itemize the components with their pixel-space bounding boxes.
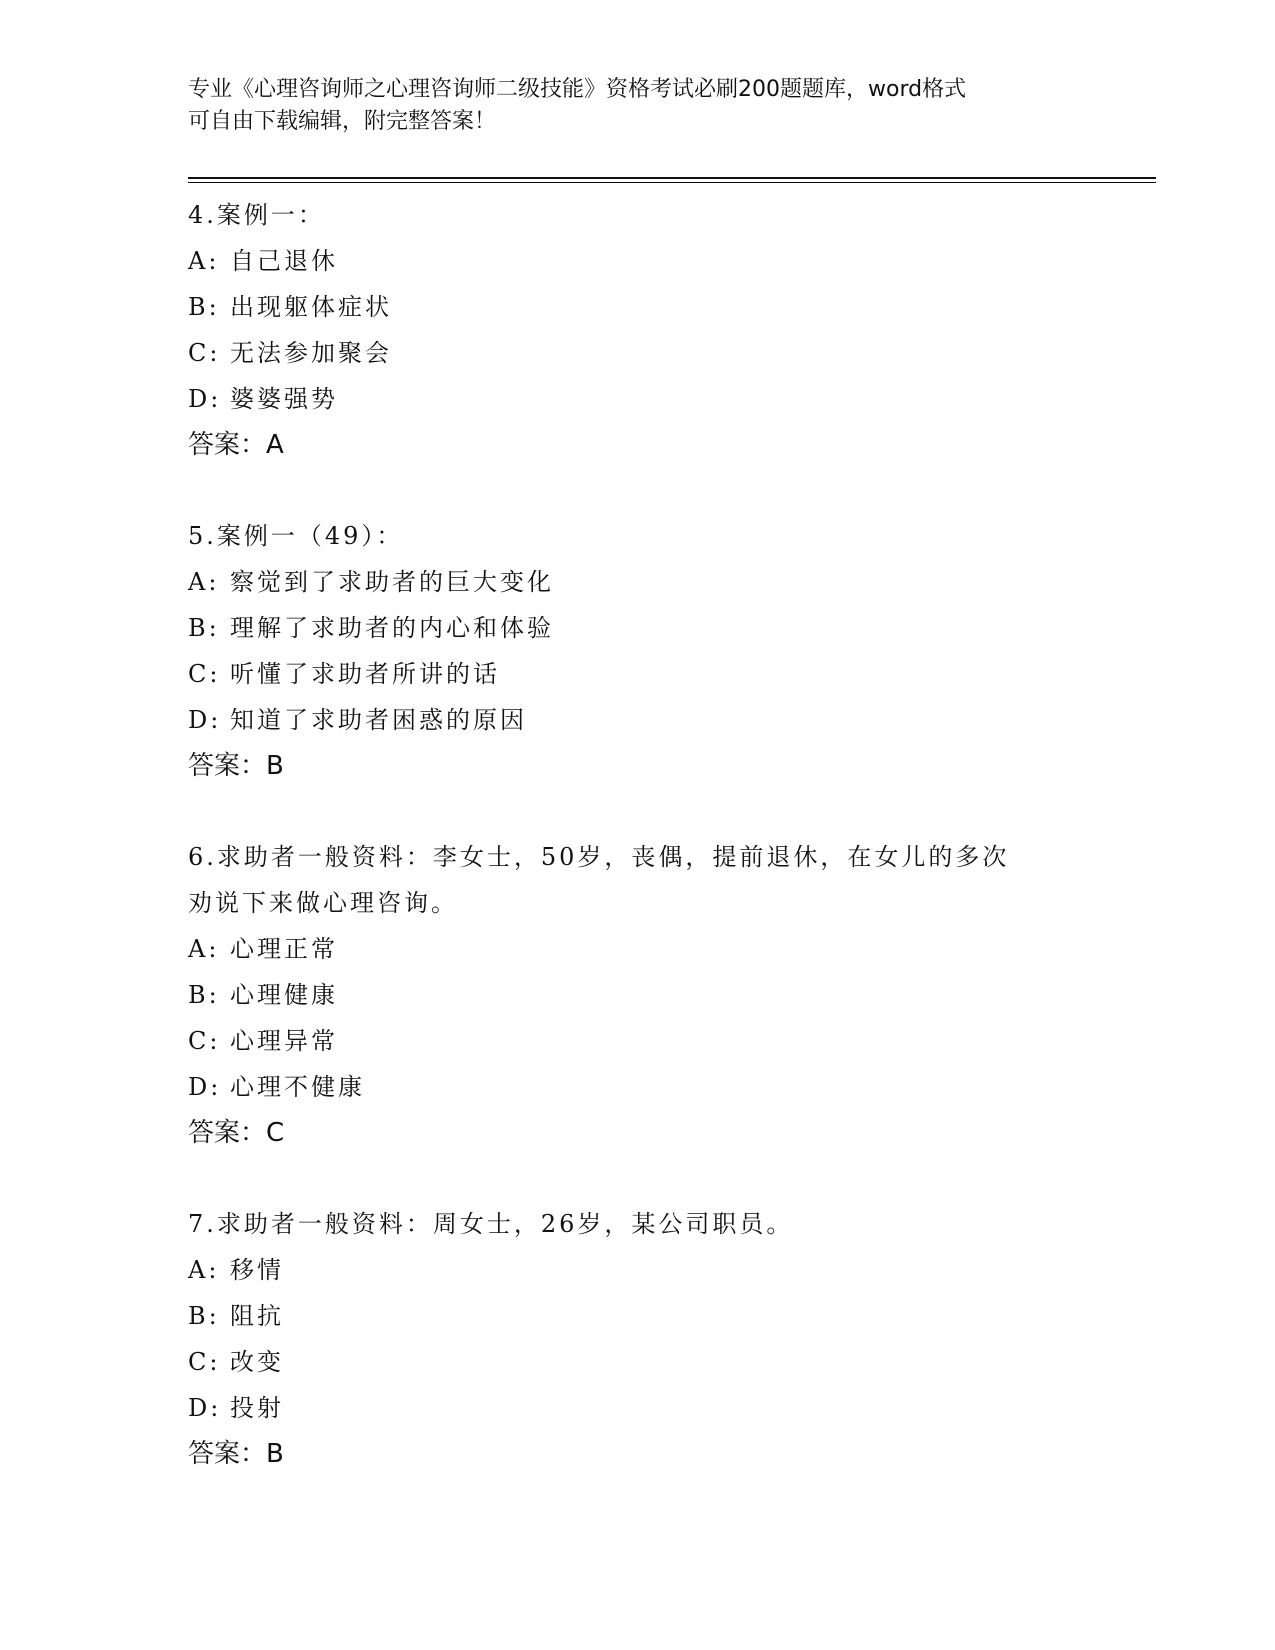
option-letter: D:	[188, 1073, 222, 1101]
question-stem: 7.求助者一般资料：周女士，26岁，某公司职员。	[188, 1210, 794, 1238]
option-a	[188, 238, 1088, 284]
option-text: 婆婆强势	[230, 385, 338, 413]
question-5	[188, 513, 1088, 789]
option-letter: B:	[188, 293, 220, 321]
option-text: 心理正常	[230, 935, 338, 963]
option-c	[188, 1018, 1088, 1064]
question-stem-continued: 劝说下来做心理咨询。	[188, 889, 458, 917]
question-4	[188, 192, 1088, 468]
option-text: 出现躯体症状	[230, 293, 392, 321]
option-a	[188, 1247, 1088, 1293]
option-letter: D:	[188, 1394, 222, 1422]
option-b	[188, 972, 1088, 1018]
header-line-2: 可自由下载编辑，附完整答案！	[188, 109, 497, 134]
answer-line: 答案：B	[188, 1439, 284, 1469]
option-c	[188, 1339, 1088, 1385]
option-a	[188, 559, 1088, 605]
option-text: 听懂了求助者所讲的话	[230, 660, 500, 688]
question-7	[188, 1201, 1088, 1477]
answer-line: 答案：A	[188, 430, 284, 460]
option-letter: D:	[188, 706, 222, 734]
option-letter: A:	[188, 935, 220, 963]
option-b	[188, 1293, 1088, 1339]
option-text: 无法参加聚会	[230, 339, 392, 367]
question-stem: 6.求助者一般资料：李女士，50岁，丧偶，提前退休，在女儿的多次	[188, 843, 1010, 871]
option-a	[188, 926, 1088, 972]
option-letter: C:	[188, 660, 221, 688]
option-text: 自己退休	[230, 247, 338, 275]
option-text: 阻抗	[230, 1302, 284, 1330]
answer-line: 答案：B	[188, 751, 284, 781]
option-text: 移情	[230, 1256, 284, 1284]
question-stem: 5.案例一（49）：	[188, 522, 404, 550]
option-d	[188, 376, 1088, 422]
question-6	[188, 834, 1088, 1156]
option-text: 改变	[230, 1348, 284, 1376]
option-letter: D:	[188, 385, 222, 413]
option-letter: A:	[188, 247, 220, 275]
option-letter: B:	[188, 981, 220, 1009]
option-text: 心理异常	[230, 1027, 338, 1055]
option-text: 心理健康	[230, 981, 338, 1009]
option-letter: C:	[188, 1027, 221, 1055]
option-letter: A:	[188, 568, 220, 596]
option-text: 投射	[230, 1394, 284, 1422]
header-line-1: 专业《心理咨询师之心理咨询师二级技能》资格考试必刷200题题库，word格式	[188, 77, 967, 102]
question-list	[188, 192, 1088, 1522]
option-d	[188, 1385, 1088, 1431]
option-text: 心理不健康	[230, 1073, 365, 1101]
option-c	[188, 330, 1088, 376]
answer-line: 答案：C	[188, 1118, 285, 1148]
option-letter: C:	[188, 339, 221, 367]
document-header	[188, 74, 1088, 138]
option-b	[188, 284, 1088, 330]
option-d	[188, 697, 1088, 743]
option-b	[188, 605, 1088, 651]
option-text: 察觉到了求助者的巨大变化	[230, 568, 554, 596]
header-divider-thick	[188, 177, 1156, 179]
question-stem: 4.案例一：	[188, 201, 325, 229]
option-letter: B:	[188, 1302, 220, 1330]
option-letter: A:	[188, 1256, 220, 1284]
option-c	[188, 651, 1088, 697]
option-letter: B:	[188, 614, 220, 642]
option-letter: C:	[188, 1348, 221, 1376]
option-d	[188, 1064, 1088, 1110]
option-text: 知道了求助者困惑的原因	[230, 706, 527, 734]
option-text: 理解了求助者的内心和体验	[230, 614, 554, 642]
header-divider-thin	[188, 182, 1156, 183]
